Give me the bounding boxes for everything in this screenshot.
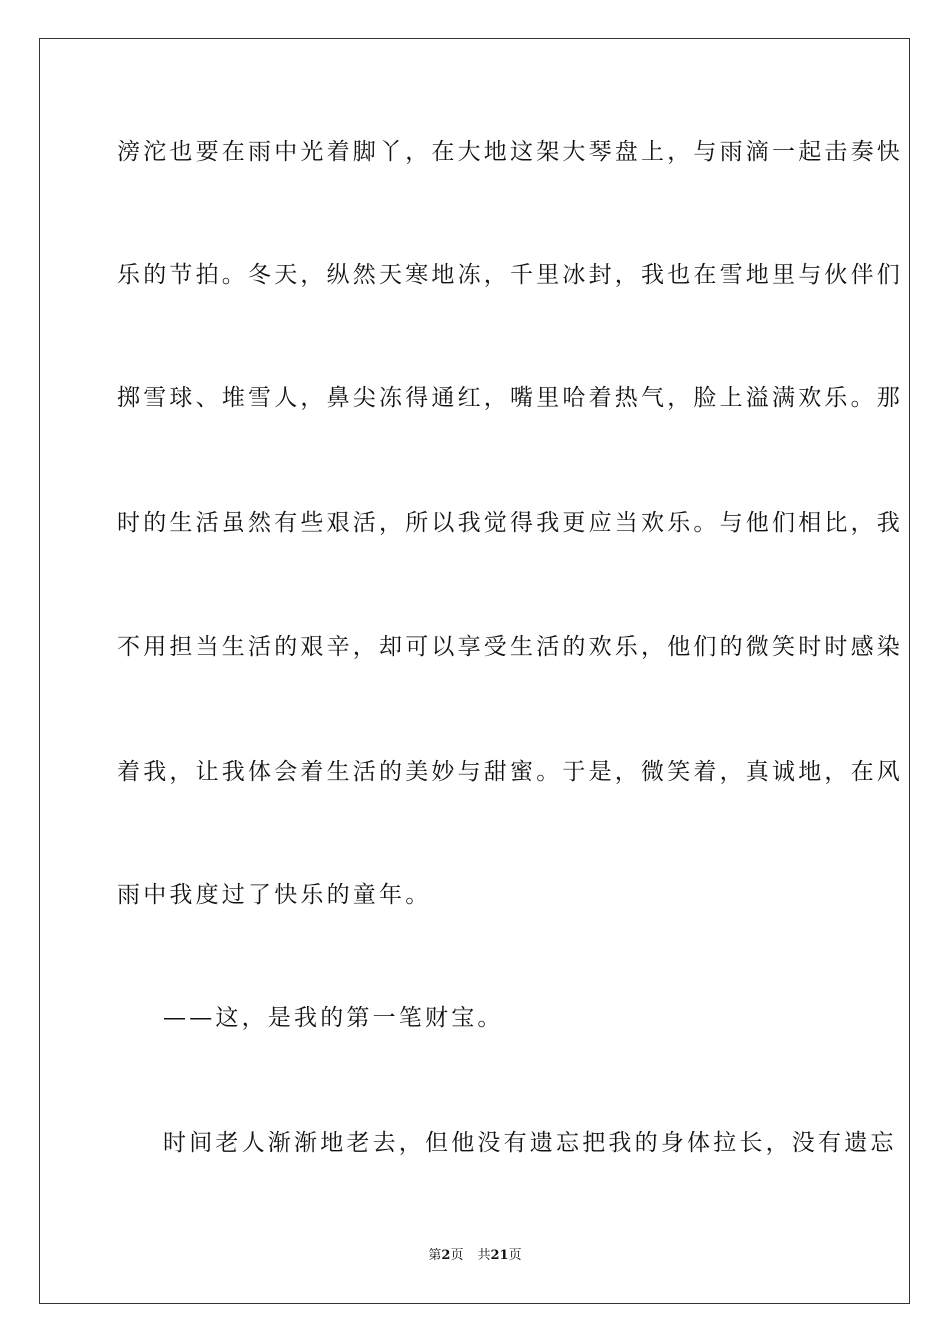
page-prefix: 第 xyxy=(428,1248,442,1263)
paragraph-line-8: ——这，是我的第一笔财宝。 xyxy=(163,1005,504,1031)
total-prefix: 共 xyxy=(477,1248,491,1263)
paragraph-line-4: 时的生活虽然有些艰活，所以我觉得我更应当欢乐。与他们相比，我 xyxy=(117,510,903,536)
paragraph-line-6: 着我，让我体会着生活的美妙与甜蜜。于是，微笑着，真诚地，在风 xyxy=(117,759,903,785)
paragraph-line-9: 时间老人渐渐地老去，但他没有遗忘把我的身体拉长，没有遗忘 xyxy=(163,1130,897,1156)
paragraph-line-5: 不用担当生活的艰辛，却可以享受生活的欢乐，他们的微笑时时感染 xyxy=(117,634,903,660)
paragraph-line-7: 雨中我度过了快乐的童年。 xyxy=(117,882,432,908)
page-suffix: 页 xyxy=(450,1248,464,1263)
total-suffix: 页 xyxy=(508,1248,522,1263)
paragraph-line-2: 乐的节拍。冬天，纵然天寒地冻，千里冰封，我也在雪地里与伙伴们 xyxy=(117,262,903,288)
paragraph-line-3: 掷雪球、堆雪人，鼻尖冻得通红，嘴里哈着热气，脸上溢满欢乐。那 xyxy=(117,385,903,411)
paragraph-line-1: 滂沱也要在雨中光着脚丫，在大地这架大琴盘上，与雨滴一起击奏快 xyxy=(117,139,903,165)
page-border xyxy=(39,38,910,1304)
total-pages: 21 xyxy=(490,1248,509,1263)
page-number: 2 xyxy=(441,1248,451,1263)
page-footer xyxy=(0,1247,950,1265)
